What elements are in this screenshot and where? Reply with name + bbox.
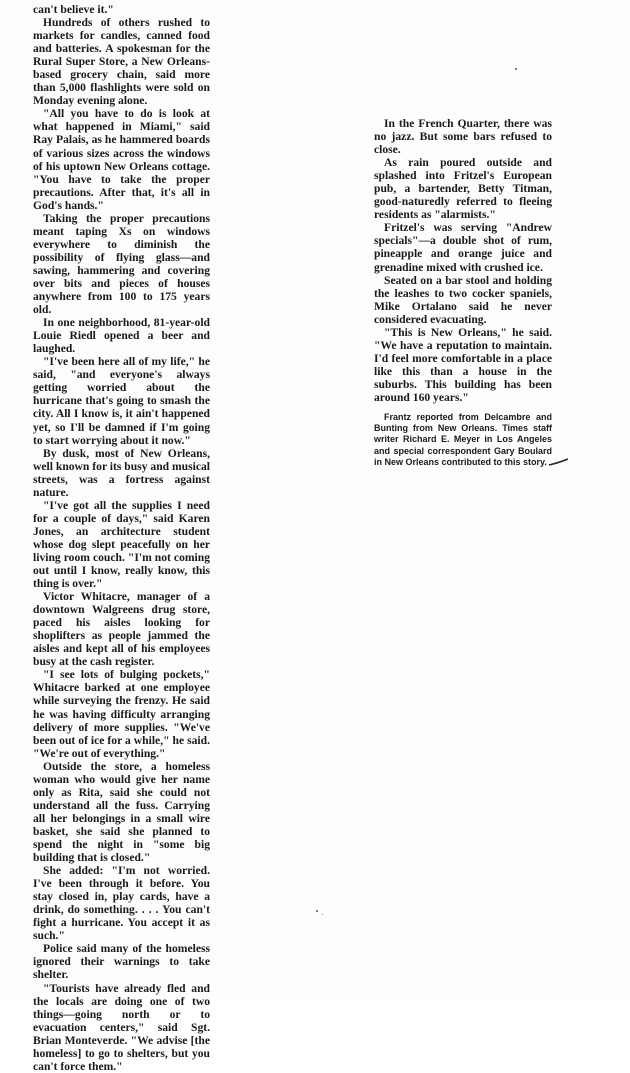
story-credit-line: Frantz reported from Delcambre and Bunting from New Orleans. Times staff writer Richard E. Meyer in Los Angeles and special correspondent Gary Boulard in New Orleans contributed to this story. — [374, 412, 552, 467]
article-paragraph: Victor Whitacre, manager of a downtown Walgreens drug store, paced his aisles looking for shoplifters as people jammed the aisles and kept all of his employees busy at the cash register. — [33, 590, 210, 669]
article-paragraph: Outside the store, a homeless woman who would give her name only as Rita, said she could not understand all the fuss. Carrying all her belongings in a small wire basket, she said she planned to spend the night in "some big building that is closed." — [33, 759, 210, 865]
article-paragraph: "All you have to do is look at what happened in Miami," said Ray Palais, as he hammered boards of various sizes across the windows of his uptown New Orleans cottage. "You have to take the proper precautions. After that, it's all in God's hands." — [33, 107, 210, 212]
article-column-right — [374, 117, 552, 468]
article-paragraph: As rain poured outside and splashed into Fritzel's European pub, a bartender, Betty Titman, good-naturedly referred to fleeing residents as "alarmists." — [374, 156, 552, 222]
article-column-left — [33, 3, 210, 1073]
article-paragraph: In one neighborhood, 81-year-old Louie Riedl opened a beer and laughed. — [33, 316, 210, 356]
end-mark-icon — [548, 455, 570, 469]
article-paragraph: Hundreds of others rushed to markets for candles, canned food and batteries. A spokesman for the Rural Super Store, a New Orleans-based grocery chain, said more than 5,000 flashlights were sold on Monday evening alone. — [33, 16, 210, 108]
article-paragraph: "I've been here all of my life," he said, "and everyone's always getting worried about the hurricane that's going to smash the city. All I know is, it ain't happened yet, so I'll be damned if I'm going to start worrying about it now." — [33, 355, 210, 447]
article-paragraph: Fritzel's was serving "Andrew specials"—a double shot of rum, pineapple and orange juice and grenadine mixed with crushed ice. — [374, 221, 552, 274]
article-paragraph: "I've got all the supplies I need for a couple of days," said Karen Jones, an architecture student whose dog slept peacefully on her living room couch. "I'm not coming out until I know, really know, this thing is over." — [33, 498, 210, 591]
print-speck — [316, 910, 318, 912]
article-paragraph: She added: "I'm not worried. I've been through it before. You stay closed in, play cards, have a drink, do something. . . . You can't fight a hurricane. You accept it as such." — [33, 864, 210, 943]
article-paragraph: can't believe it." — [33, 3, 114, 16]
article-paragraph: Police said many of the homeless ignored their warnings to take shelter. — [33, 942, 210, 982]
article-paragraph: In the French Quarter, there was no jazz. But some bars refused to close. — [374, 117, 552, 157]
article-paragraph: By dusk, most of New Orleans, well known for its busy and musical streets, was a fortress against nature. — [33, 446, 210, 499]
article-paragraph: Seated on a bar stool and holding the leashes to two cocker spaniels, Mike Ortalano said he never considered evacuating. — [374, 273, 552, 326]
article-paragraph: "This is New Orleans," he said. "We have a reputation to maintain. I'd feel more comfortable in a place like this than a house in the suburbs. This building has been around 160 years." — [374, 325, 552, 404]
print-speck — [322, 914, 323, 915]
article-paragraph: "Tourists have already fled and the locals are doing one of two things—going north or to evacuation centers," said Sgt. Brian Monteverde. "We advise [the homeless] to go to shelters, but you can't force them." — [33, 981, 210, 1073]
print-speck — [515, 68, 517, 70]
article-paragraph: Taking the proper precautions meant taping Xs on windows everywhere to diminish the possibility of flying glass—and sawing, hammering and covering over bits and pieces of houses anywhere from 100 to 175 years old. — [33, 211, 210, 317]
article-paragraph: "I see lots of bulging pockets," Whitacre barked at one employee while surveying the frenzy. He said he was having difficulty arranging delivery of more supplies. "We've been out of ice for a while," he said. "We're out of everything." — [33, 668, 210, 760]
